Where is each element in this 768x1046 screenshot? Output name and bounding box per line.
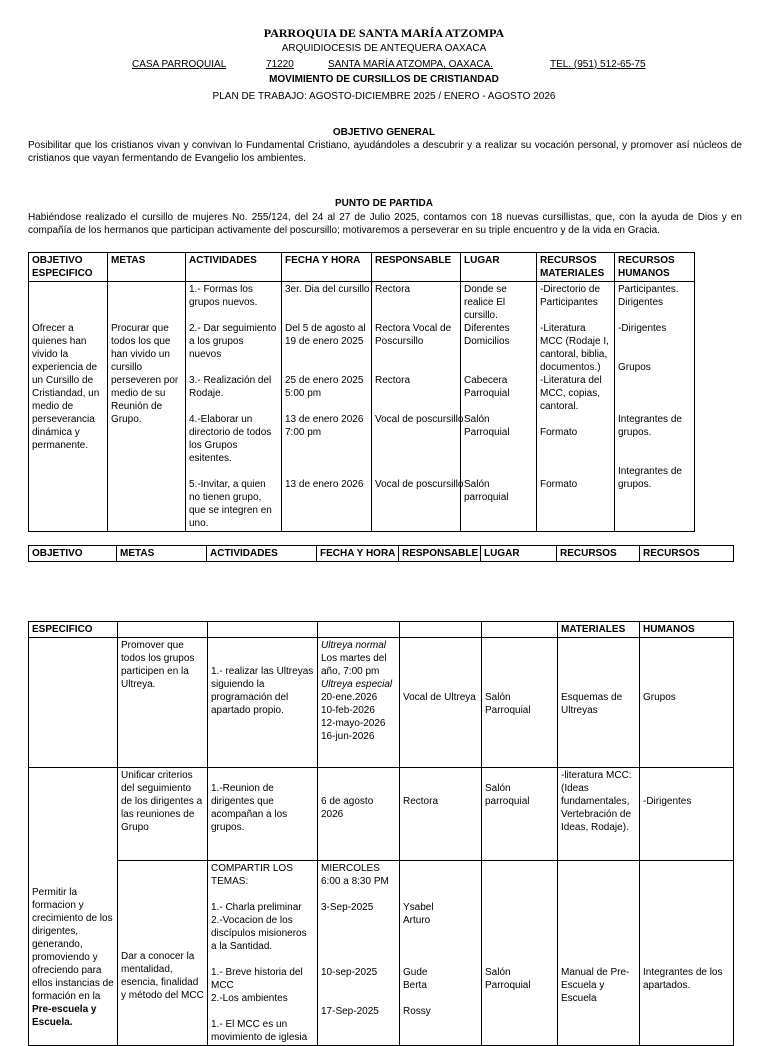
materiales-dirigentes: -literatura MCC: (Ideas fundamentales, Vertebración de Ideas, Rodaje). (558, 768, 640, 861)
objetivo-formacion: Permitir la formacion y crecimiento de los dirigentes, generando, promoviendo y ofreciendo para ellos instancias de formación en la Pre-escuela y Escuela. (29, 861, 118, 1046)
actividad-1: 1.- Formas los grupos nuevos. (189, 284, 258, 308)
lugar-3: Cabecera Parroquial (464, 375, 510, 399)
responsable-4: Vocal de poscursillo (375, 414, 464, 425)
humanos-1: Participantes. Dirigentes (618, 284, 679, 308)
header-especifico: ESPECIFICO (29, 622, 118, 638)
ultreya-especial-label: Ultreya especial (321, 679, 393, 690)
meta-formacion: Dar a conocer la mentalidad, esencia, finalidad y método del MCC (118, 861, 208, 1046)
objetivo-general-text: Posibilitar que los cristianos vivan y convivan lo Fundamental Cristiano, ayudándoles a descubrir y a realizar su vocación personal, y promover así núcleos de cristianos que vayan fermentando de Evangelio los ambientes. (28, 140, 742, 164)
tema-item: 1.- El MCC es un movimiento de iglesia (211, 1019, 308, 1043)
header-responsable: RESPONSABLE (372, 253, 461, 282)
header-fecha: FECHA Y HORA (317, 546, 399, 562)
materiales-formacion: Manual de Pre-Escuela y Escuela (558, 861, 640, 1046)
actividad-2: 2.- Dar seguimiento a los grupos nuevos (189, 323, 277, 360)
header-lugar: LUGAR (461, 253, 537, 282)
materiales-1: -Directorio de Participantes (540, 284, 601, 308)
humanos-2: -Dirigentes (618, 323, 667, 334)
lugar-1: Donde se realice El cursillo. (464, 284, 507, 321)
header-materiales: RECURSOS MATERIALES (537, 253, 615, 282)
header-humanos: RECURSOS HUMANOS (615, 253, 695, 282)
actividad-ultreya: 1.- realizar las Ultreyas siguiendo la programación del apartado propio. (208, 638, 318, 768)
table3-header-row (29, 622, 734, 638)
responsable-2: Rectora Vocal de Poscursillo (375, 323, 452, 347)
humanos-ultreya: Grupos (640, 638, 734, 768)
metas-text: Procurar que todos los que han vivido un cursillo perseveren por medio de su Reunión de Grupo. (111, 323, 179, 425)
table-row (29, 638, 734, 768)
responsable-dirigentes: Rectora (400, 768, 482, 861)
fecha-4: 13 de enero 2026 7:00 pm (285, 414, 364, 438)
tema-fecha: 10-sep-2025 (321, 967, 378, 978)
fecha-cell (282, 282, 372, 532)
lugar-cell (461, 282, 537, 532)
pre-escuela-label: Pre-escuela y Escuela. (32, 1003, 97, 1028)
humanos-4: Integrantes de grupos. (618, 414, 682, 438)
responsable-5: Vocal de poscursillo (375, 479, 464, 490)
ultreya-fecha: 20-ene.2026 (321, 692, 378, 703)
header-fecha: FECHA Y HORA (282, 253, 372, 282)
fecha-formacion (318, 861, 400, 1046)
movement-title: MOVIMIENTO DE CURSILLOS DE CRISTIANDAD (269, 74, 499, 85)
responsable-1: Rectora (375, 284, 411, 295)
plan-table-2-header (28, 545, 734, 562)
header-metas: METAS (108, 253, 186, 282)
tema-item: 1.- Breve historia del MCC (211, 967, 303, 991)
meta-ultreya: Promover que todos los grupos participen en la Ultreya. (118, 638, 208, 768)
tema-fecha: 3-Sep-2025 (321, 902, 374, 913)
lugar-formacion: Salón Parroquial (482, 861, 558, 1046)
responsable-formacion (400, 861, 482, 1046)
humanos-cell (615, 282, 695, 532)
fecha-dirigentes: 6 de agosto 2026 (318, 768, 400, 861)
tema-item: 2.-Vocacion de los discípulos misioneros a la Santidad. (211, 915, 307, 952)
materiales-2: -Literatura MCC (Rodaje I, cantoral, biblia, documentos.) (540, 323, 609, 373)
meta-dirigentes: Unificar criterios del seguimiento de los dirigentes a las reuniones de Grupo (118, 768, 208, 861)
metas-cell (108, 282, 186, 532)
actividad-dirigentes: 1.-Reunion de dirigentes que acompañan a los grupos. (208, 768, 318, 861)
lugar-4: Salón Parroquial (464, 414, 510, 438)
compartir-label: COMPARTIR LOS TEMAS: (211, 863, 293, 887)
header-responsable: RESPONSABLE (399, 546, 481, 562)
tema-item: 2.-Los ambientes (211, 993, 288, 1004)
table-row (29, 768, 734, 861)
tema-item: 1.- Charla preliminar (211, 902, 302, 913)
humanos-5: Integrantes de grupos. (618, 466, 682, 490)
materiales-3: -Literatura del MCC, copias, cantoral. (540, 375, 602, 412)
table-row (29, 861, 734, 1046)
actividad-5: 5.-Invitar, a quien no tienen grupo, que se integren en uno. (189, 479, 272, 529)
tema-responsable: Gude (403, 967, 428, 978)
header-metas: METAS (117, 546, 207, 562)
header-actividades: ACTIVIDADES (207, 546, 317, 562)
actividad-4: 4.-Elaborar un directorio de todos los Grupos esitentes. (189, 414, 272, 464)
tema-responsable: Ysabel (403, 902, 434, 913)
humanos-dirigentes: -Dirigentes (640, 768, 734, 861)
fecha-ultreya (318, 638, 400, 768)
address-zip: 71220 (266, 59, 294, 70)
tema-fecha: 17-Sep-2025 (321, 1006, 379, 1017)
punto-partida-heading: PUNTO DE PARTIDA (335, 198, 433, 209)
header-humanos: RECURSOS (640, 546, 734, 562)
header-actividades: ACTIVIDADES (186, 253, 282, 282)
humanos-formacion: Integrantes de los apartados. (640, 861, 734, 1046)
lugar-ultreya: Salón Parroquial (482, 638, 558, 768)
table1-header-row (29, 253, 695, 282)
tema-responsable: Arturo (403, 915, 431, 926)
materiales-cell (537, 282, 615, 532)
diocese-line: ARQUIDIOCESIS DE ANTEQUERA OAXACA (281, 43, 487, 54)
header-materiales: RECURSOS (557, 546, 640, 562)
table2-header-row (29, 546, 734, 562)
plan-table-1 (28, 252, 695, 532)
lugar-5: Salón parroquial (464, 479, 509, 503)
actividades-cell (186, 282, 282, 532)
punto-partida-text: Habiéndose realizado el cursillo de mujeres No. 255/124, del 24 al 27 de Julio 2025, contamos con 18 nuevas cursillistas, que, con la ayuda de Dios y en compañía de los hermanos que participan activamente del poscursillo; motivaremos a perseverar en su triple encuentro y de la vida en Gracia. (28, 212, 742, 236)
header-lugar: LUGAR (481, 546, 557, 562)
materiales-ultreya: Esquemas de Ultreyas (558, 638, 640, 768)
materiales-5: Formato (540, 479, 578, 490)
lugar-dirigentes: Salón parroquial (482, 768, 558, 861)
fecha-5: 13 de enero 2026 (285, 479, 364, 490)
header-objetivo: OBJETIVO ESPECIFICO (29, 253, 108, 282)
ultreya-normal-label: Ultreya normal (321, 640, 387, 651)
tema-responsable: Rossy (403, 1006, 431, 1017)
humanos-3: Grupos (618, 362, 651, 373)
address-phone: TEL. (951) 512-65-75 (550, 59, 646, 70)
fecha-3: 25 de enero 2025 5:00 pm (285, 375, 364, 399)
parish-title: PARROQUIA DE SANTA MARÍA ATZOMPA (263, 26, 505, 40)
table-row (29, 282, 695, 532)
ultreya-normal-time: Los martes del año, 7:00 pm (321, 653, 387, 677)
ultreya-fecha: 12-mayo-2026 (321, 718, 386, 729)
plan-title: PLAN DE TRABAJO: AGOSTO-DICIEMBRE 2025 / ENERO - AGOSTO 2026 (212, 91, 556, 102)
objetivo-cell (29, 282, 108, 532)
objetivo-text: Ofrecer a quienes han vivido la experiencia de un Cursillo de Cristiandad, un medio de perseverancia dinámica y permanente. (32, 323, 100, 451)
actividad-3: 3.- Realización del Rodaje. (189, 375, 272, 399)
actividad-formacion (208, 861, 318, 1046)
ultreya-fecha: 16-jun-2026 (321, 731, 375, 742)
address-place: CASA PARROQUIAL (132, 59, 227, 70)
tema-responsable: Berta (403, 980, 427, 991)
responsable-3: Rectora (375, 375, 411, 386)
header-materiales: MATERIALES (558, 622, 640, 638)
header-objetivo: OBJETIVO (29, 546, 117, 562)
address-city: SANTA MARÍA ATZOMPA, OAXACA. (328, 59, 494, 70)
fecha-1: 3er. Dia del cursillo (285, 284, 370, 295)
materiales-4: Formato (540, 427, 578, 438)
responsable-cell (372, 282, 464, 532)
plan-table-3 (28, 621, 734, 1046)
lugar-2: Diferentes Domicilios (464, 323, 510, 347)
responsable-ultreya: Vocal de Ultreya (400, 638, 482, 768)
ultreya-fecha: 10-feb-2026 (321, 705, 375, 716)
fecha-2: Del 5 de agosto al 19 de enero 2025 (285, 323, 366, 347)
header-humanos: HUMANOS (640, 622, 734, 638)
objetivo-general-heading: OBJETIVO GENERAL (332, 127, 436, 138)
miercoles-label: MIERCOLES 6:00 a 8:30 PM (321, 863, 389, 887)
